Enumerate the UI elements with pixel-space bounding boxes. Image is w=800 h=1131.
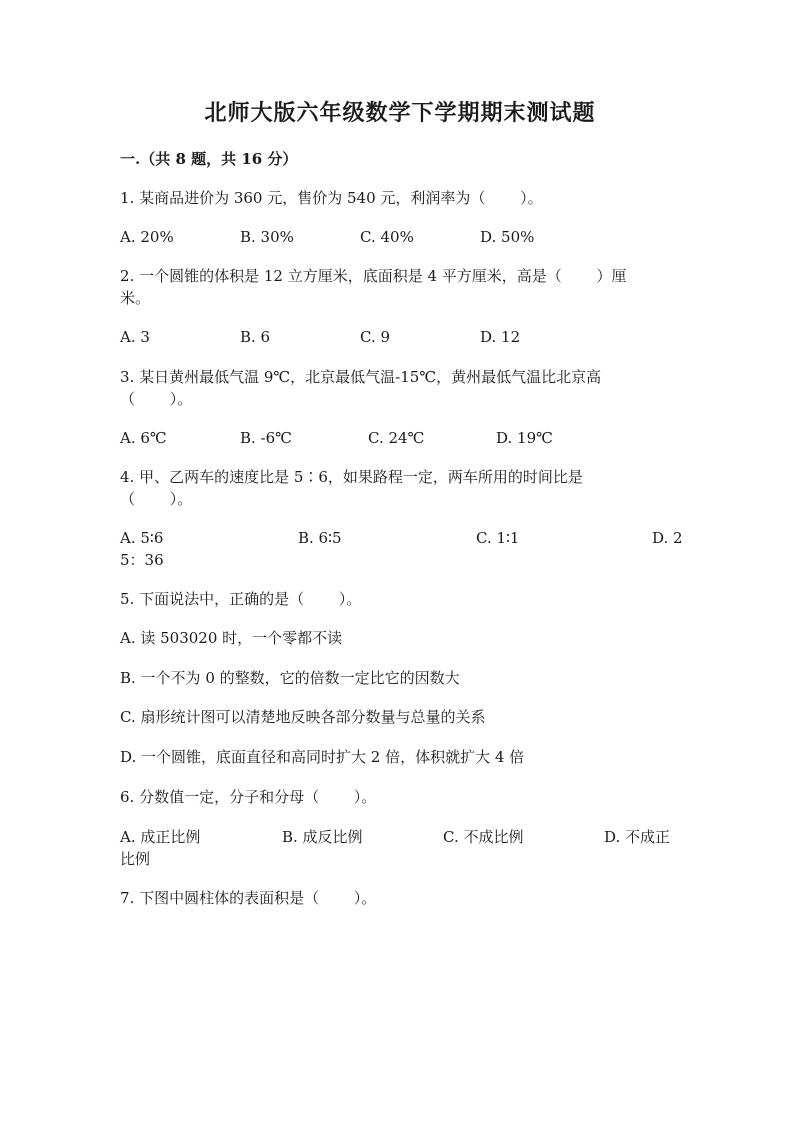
- question-4-option-c: C. 1∶1: [476, 529, 520, 547]
- question-6-option-b: B. 成反比例: [282, 828, 363, 846]
- question-1-option-d: D. 50%: [480, 228, 535, 246]
- question-4-stem-line-1: 4. 甲、乙两车的速度比是 5∶6，如果路程一定，两车所用的时间比是: [120, 468, 583, 486]
- question-2-stem-line-1: 2. 一个圆锥的体积是 12 立方厘米，底面积是 4 平方厘米，高是（ ）厘: [120, 267, 627, 285]
- page-title: 北师大版六年级数学下学期期末测试题: [204, 100, 596, 126]
- question-1-option-a: A. 20%: [120, 228, 174, 246]
- question-3-option-d: D. 19℃: [496, 429, 553, 447]
- section-header: 一.（共 8 题，共 16 分）: [120, 150, 298, 168]
- question-5-option-c: C. 扇形统计图可以清楚地反映各部分数量与总量的关系: [120, 708, 486, 726]
- question-5-stem: 5. 下面说法中，正确的是（ ）。: [120, 590, 362, 608]
- question-1-option-c: C. 40%: [360, 228, 414, 246]
- question-3-option-c: C. 24℃: [368, 429, 425, 447]
- question-3-option-b: B. -6℃: [240, 429, 292, 447]
- question-6-option-c: C. 不成比例: [443, 828, 524, 846]
- question-2-stem-line-2: 米。: [120, 289, 151, 307]
- question-6-option-d-wrap: 比例: [120, 850, 151, 868]
- question-1-option-b: B. 30%: [240, 228, 294, 246]
- question-3-stem-line-2: （ ）。: [120, 390, 193, 408]
- question-4-option-a: A. 5∶6: [120, 529, 164, 547]
- question-1-stem: 1. 某商品进价为 360 元，售价为 540 元，利润率为（ ）。: [120, 189, 543, 207]
- question-2-option-d: D. 12: [480, 328, 521, 346]
- question-2-option-b: B. 6: [240, 328, 271, 346]
- question-2-option-c: C. 9: [360, 328, 391, 346]
- question-7-stem: 7. 下图中圆柱体的表面积是（ ）。: [120, 889, 377, 907]
- question-3-option-a: A. 6℃: [120, 429, 167, 447]
- question-4-option-d-wrap: 5：36: [120, 551, 164, 569]
- question-5-option-b: B. 一个不为 0 的整数，它的倍数一定比它的因数大: [120, 669, 460, 687]
- question-4-option-b: B. 6∶5: [298, 529, 342, 547]
- question-4-stem-line-2: （ ）。: [120, 490, 193, 508]
- question-3-stem-line-1: 3. 某日黄州最低气温 9℃，北京最低气温-15℃，黄州最低气温比北京高: [120, 368, 602, 386]
- question-6-option-d: D. 不成正: [604, 828, 671, 846]
- question-4-option-d: D. 2: [652, 529, 683, 547]
- question-6-option-a: A. 成正比例: [120, 828, 201, 846]
- question-5-option-a: A. 读 503020 时，一个零都不读: [120, 629, 343, 647]
- question-5-option-d: D. 一个圆锥，底面直径和高同时扩大 2 倍，体积就扩大 4 倍: [120, 748, 525, 766]
- question-6-stem: 6. 分数值一定，分子和分母（ ）。: [120, 788, 377, 806]
- question-2-option-a: A. 3: [120, 328, 150, 346]
